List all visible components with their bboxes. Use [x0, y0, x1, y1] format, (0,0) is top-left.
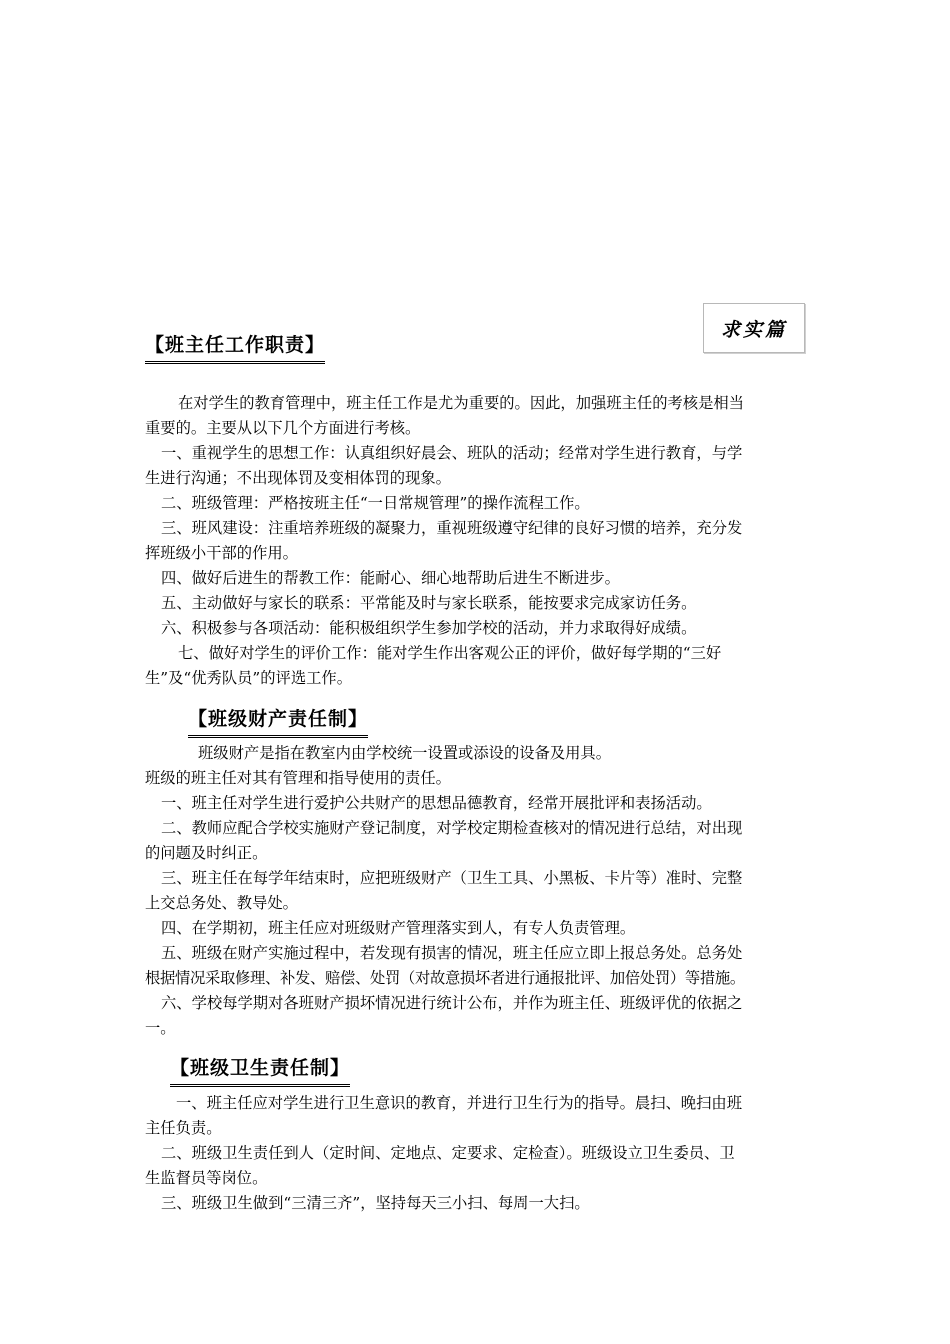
paragraph-line: 班级的班主任对其有管理和指导使用的责任。	[145, 769, 451, 787]
paragraph-line: 三、班级卫生做到“三清三齐”，坚持每天三小扫、每周一大扫。	[161, 1194, 590, 1212]
paragraph-line: 七、做好对学生的评价工作：能对学生作出客观公正的评价，做好每学期的“三好	[178, 644, 722, 662]
paragraph-line: 挥班级小干部的作用。	[145, 544, 298, 562]
paragraph-line: 重要的。主要从以下几个方面进行考核。	[145, 419, 421, 437]
paragraph-line: 二、教师应配合学校实施财产登记制度，对学校定期检查核对的情况进行总结，对出现	[161, 819, 743, 837]
paragraph-line: 生监督员等岗位。	[145, 1169, 268, 1187]
paragraph-line: 一、重视学生的思想工作：认真组织好晨会、班队的活动；经常对学生进行教育，与学	[161, 444, 743, 462]
paragraph-line: 根据情况采取修理、补发、赔偿、处罚（对故意损坏者进行通报批评、加倍处罚）等措施。	[145, 969, 745, 987]
paragraph-line: 的问题及时纠正。	[145, 844, 268, 862]
section-heading-duties: 【班主任工作职责】	[145, 330, 325, 360]
paragraph-line: 一、班主任对学生进行爱护公共财产的思想品德教育，经常开展批评和表扬活动。	[161, 794, 712, 812]
paragraph-line: 三、班风建设：注重培养班级的凝聚力，重视班级遵守纪律的良好习惯的培养，充分发	[161, 519, 743, 537]
section-heading-property: 【班级财产责任制】	[188, 704, 368, 734]
paragraph-line: 生进行沟通；不出现体罚及变相体罚的现象。	[145, 469, 451, 487]
paragraph-line: 主任负责。	[145, 1119, 222, 1137]
paragraph-line: 四、做好后进生的帮教工作：能耐心、细心地帮助后进生不断进步。	[161, 569, 620, 587]
section-heading-hygiene: 【班级卫生责任制】	[170, 1053, 350, 1083]
paragraph-line: 三、班主任在每学年结束时，应把班级财产（卫生工具、小黑板、卡片等）准时、完整	[161, 869, 743, 887]
paragraph-line: 班级财产是指在教室内由学校统一设置或添设的设备及用具。	[198, 744, 612, 762]
paragraph-line: 上交总务处、教导处。	[145, 894, 298, 912]
paragraph-line: 五、主动做好与家长的联系：平常能及时与家长联系，能按要求完成家访任务。	[161, 594, 697, 612]
paragraph-line: 二、班级管理：严格按班主任“一日常规管理”的操作流程工作。	[161, 494, 590, 512]
paragraph-line: 六、积极参与各项活动：能积极组织学生参加学校的活动，并力求取得好成绩。	[161, 619, 697, 637]
paragraph-line: 一。	[145, 1019, 176, 1037]
paragraph-line: 一、班主任应对学生进行卫生意识的教育，并进行卫生行为的指导。晨扫、晚扫由班	[176, 1094, 742, 1112]
category-label: 求实篇	[720, 318, 787, 341]
paragraph-line: 四、在学期初，班主任应对班级财产管理落实到人，有专人负责管理。	[161, 919, 636, 937]
category-label-box	[703, 303, 805, 353]
paragraph-line: 在对学生的教育管理中，班主任工作是尤为重要的。因此，加强班主任的考核是相当	[178, 394, 744, 412]
paragraph-line: 二、班级卫生责任到人（定时间、定地点、定要求、定检查）。班级设立卫生委员、卫	[161, 1144, 735, 1162]
paragraph-line: 生”及“优秀队员”的评选工作。	[145, 669, 353, 687]
paragraph-line: 五、班级在财产实施过程中，若发现有损害的情况，班主任应立即上报总务处。总务处	[161, 944, 743, 962]
paragraph-line: 六、学校每学期对各班财产损坏情况进行统计公布，并作为班主任、班级评优的依据之	[161, 994, 743, 1012]
